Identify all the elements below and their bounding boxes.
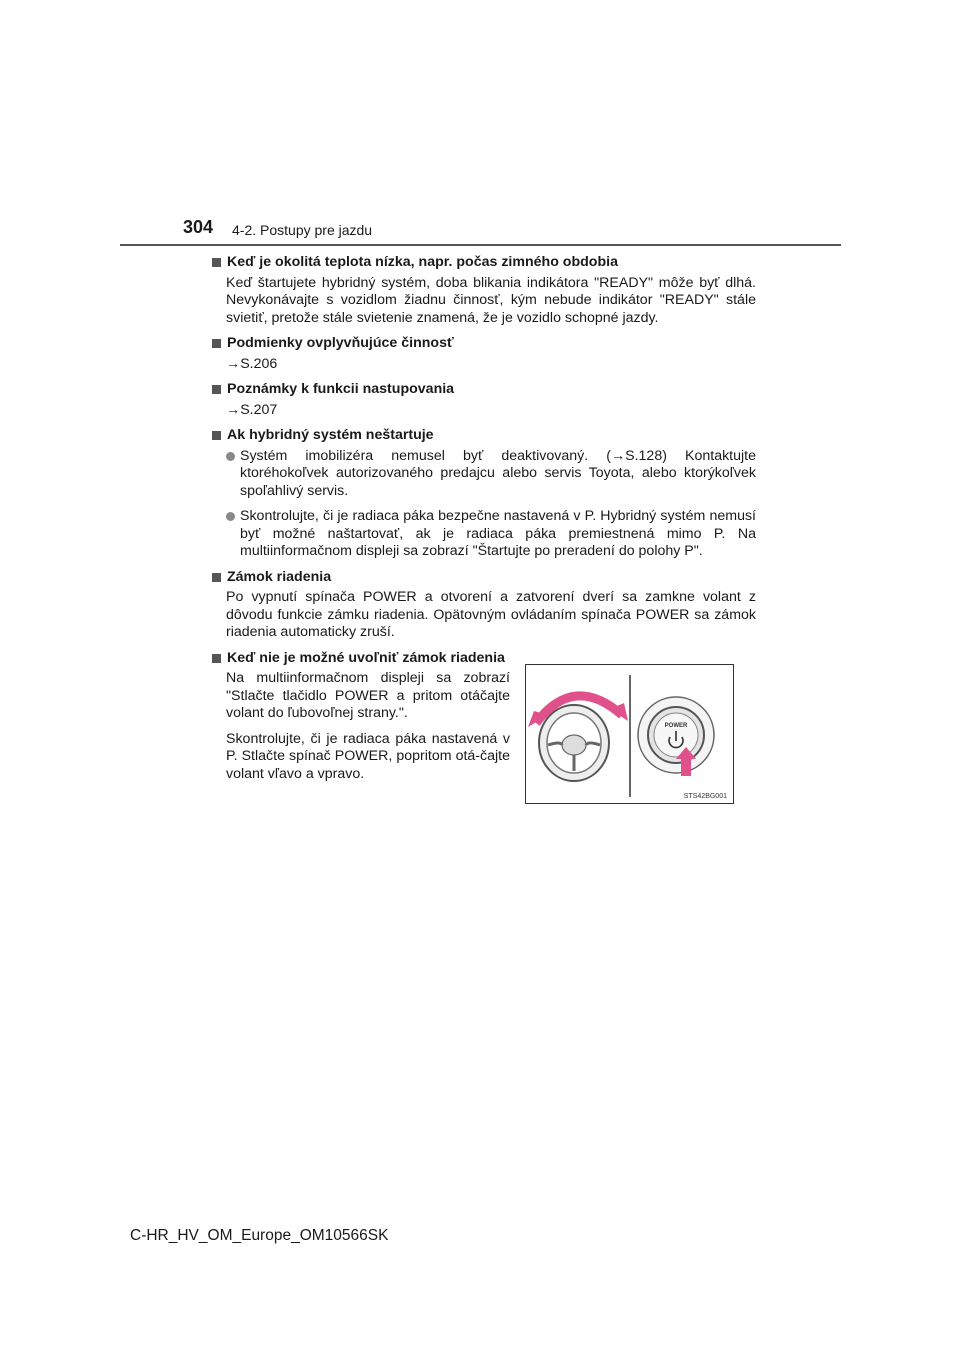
steering-wheel-icon <box>539 705 609 781</box>
section-title: Poznámky k funkcii nastupovania <box>227 381 455 397</box>
square-bullet-icon <box>212 339 221 348</box>
steering-wheel-illustration <box>526 665 733 803</box>
section-entry-notes <box>212 381 756 419</box>
square-bullet-icon <box>212 431 221 440</box>
round-bullet-icon <box>226 452 235 461</box>
round-bullet-icon <box>226 512 235 521</box>
square-bullet-icon <box>212 573 221 582</box>
header-rule <box>120 244 841 246</box>
section-title: Zámok riadenia <box>227 568 332 585</box>
square-bullet-icon <box>212 258 221 267</box>
section-title: Keď nie je možné uvoľniť zámok riadenia <box>227 649 505 666</box>
section-low-temperature <box>212 254 756 327</box>
figure-code: STS42BG001 <box>683 793 727 800</box>
page-reference: →S.206 <box>226 355 278 372</box>
square-bullet-icon <box>212 385 221 394</box>
section-title: Keď je okolitá teplota nízka, napr. počas zimného obdobia <box>227 254 618 270</box>
section-text: Po vypnutí spínača POWER a otvorení a zatvorení dverí sa zamkne volant z dôvodu funkcie zámku riadenia. Opätovným ovládaním spínača POWER sa zámok riadenia automaticky zruší. <box>226 589 756 640</box>
steering-power-figure <box>525 664 734 804</box>
section-no-start <box>212 427 756 561</box>
section-text: Na multiinformačnom displeji sa zobrazí "Stlačte tlačidlo POWER a pritom otáčajte volant do ľubovoľnej strany.". <box>226 670 510 721</box>
page-reference: →S.207 <box>226 401 278 418</box>
power-label: POWER <box>664 723 688 729</box>
square-bullet-icon <box>212 654 221 663</box>
list-item: Skontrolujte, či je radiaca páka bezpečne nastavená v P. Hybridný systém nemusí byť možné naštartovať, ak je radiaca páka premiestnená mimo P. Na multiinformačnom displeji sa zobrazí "Štartujte po preradení do polohy P". <box>226 508 756 561</box>
section-steering-lock <box>212 569 756 642</box>
section-title: Ak hybridný systém neštartuje <box>227 427 434 443</box>
power-button-icon <box>638 697 714 773</box>
page-number: 304 <box>183 217 214 237</box>
document-footer: C-HR_HV_OM_Europe_OM10566SK <box>130 1227 389 1244</box>
list-item: Systém imobilizéra nemusel byť deaktivovaný. (→S.128) Kontaktujte ktoréhokoľvek autorizovaného predajcu alebo servis Toyota, alebo ktorýkoľvek spoľahlivý servis. <box>226 448 756 501</box>
section-title: Podmienky ovplyvňujúce činnosť <box>227 335 454 351</box>
section-text: Skontrolujte, či je radiaca páka nastavená v P. Stlačte spínač POWER, popritom otá-čajte volant vľavo a vpravo. <box>226 730 510 782</box>
section-text: Keď štartujete hybridný systém, doba blikania indikátora "READY" môže byť dlhá. Nevykonávajte s vozidlom žiadnu činnosť, kým nebude indikátor "READY" stále svietiť, pretože stále svietenie znamená, že je vozidlo schopné jazdy. <box>226 274 756 326</box>
section-heading: 4-2. Postupy pre jazdu <box>232 222 373 238</box>
section-conditions <box>212 335 756 373</box>
